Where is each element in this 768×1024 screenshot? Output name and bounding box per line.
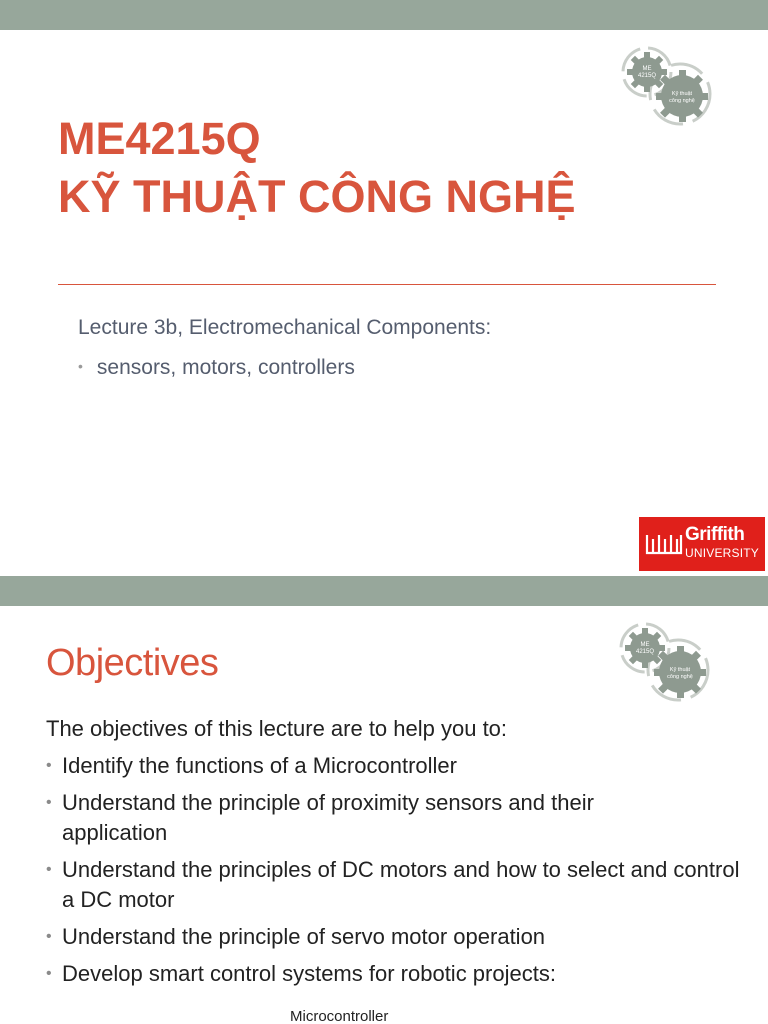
title-divider: [58, 284, 716, 285]
objective-item: [46, 959, 746, 989]
objective-text: Understand the principle of servo motor operation: [62, 924, 546, 949]
bullet-icon: •: [46, 928, 52, 945]
objective-text: Understand the principles of DC motors and how to select and control a DC motor: [62, 857, 740, 912]
objective-item: [46, 922, 746, 952]
gear-text: Kỹ thuật: [671, 91, 693, 97]
objective-item: [46, 751, 746, 781]
bullet-icon: •: [46, 794, 52, 811]
slide-1: [0, 30, 768, 576]
subtitle-bullet-text: sensors, motors, controllers: [96, 356, 355, 379]
bullet-icon: •: [46, 757, 52, 774]
objective-item: [46, 788, 702, 848]
slide-2: [0, 606, 768, 1024]
gear-text: Kỹ thuật: [669, 667, 691, 673]
objective-text: Understand the principle of proximity sensors and their application: [62, 790, 594, 845]
objectives-intro: The objectives of this lecture are to help you to:: [46, 716, 508, 741]
gear-text: ME: [642, 66, 652, 72]
lecture-title: Lecture 3b, Electromechanical Components:: [78, 316, 492, 339]
gear-text: công nghệ: [667, 674, 693, 680]
course-code: ME4215Q: [58, 113, 261, 164]
bullet-icon: •: [78, 358, 83, 374]
gear-text: 4215Q: [637, 73, 657, 79]
slide-separator: [0, 576, 768, 606]
logo-word-university: UNIVERSITY: [685, 546, 760, 560]
top-band: [0, 0, 768, 30]
griffith-mark-icon: [645, 531, 683, 557]
objective-text: Develop smart control systems for robotic projects:: [62, 961, 556, 986]
bullet-icon: •: [46, 861, 52, 878]
griffith-logo: [639, 517, 765, 571]
gears-logo-icon: [620, 46, 716, 128]
gear-text: ME: [640, 642, 650, 648]
diagram-caption: Microcontroller: [290, 1008, 389, 1024]
gear-text: 4215Q: [635, 649, 655, 655]
objective-item: [46, 855, 742, 915]
objectives-list: [46, 714, 746, 996]
gear-text: công nghệ: [669, 98, 695, 104]
slide-title: [58, 110, 576, 226]
objectives-heading: Objectives: [46, 642, 219, 684]
objective-text: Identify the functions of a Microcontroller: [62, 753, 457, 778]
gears-logo-icon: [618, 622, 714, 704]
logo-word-griffith: Griffith: [685, 524, 745, 545]
subtitle-bullet-item: [78, 355, 491, 382]
subtitle: [78, 315, 491, 382]
bullet-icon: •: [46, 965, 52, 982]
course-name: KỸ THUẬT CÔNG NGHỆ: [58, 171, 576, 222]
